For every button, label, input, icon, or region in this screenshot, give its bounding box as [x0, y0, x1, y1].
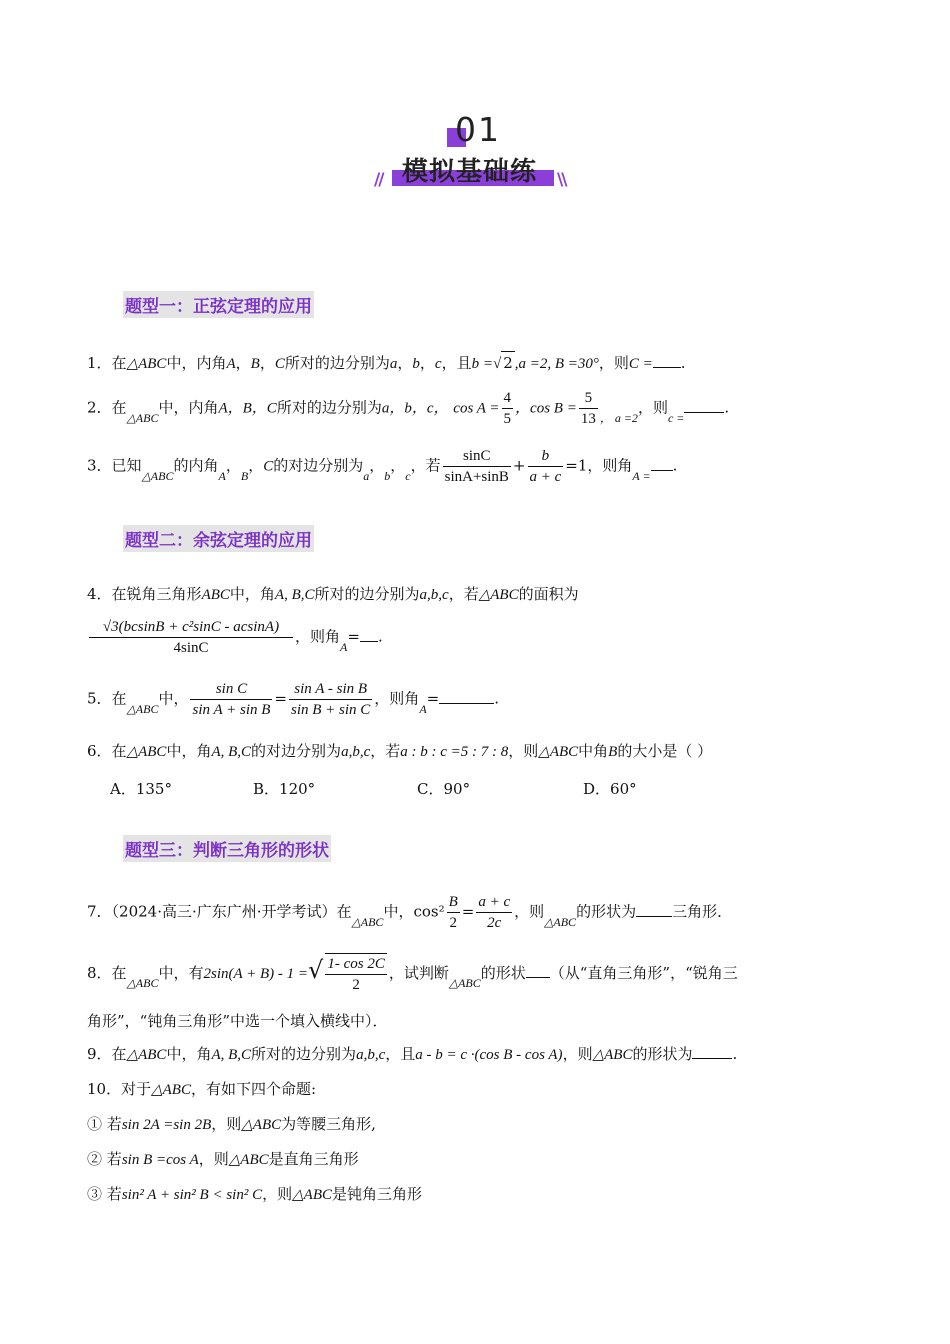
question-7: 7．（2024·高三·广东广州·开学考试）在$_{\triangle ABC}$中，cos² $\frac{B}{2}$ = $\frac{a + c}{2c}$ ，则$_{\triangle ABC}$的形状为 三角形． — [87, 894, 733, 931]
answer-blank-2[interactable] — [684, 398, 724, 413]
proposition-1: ① 若sin 2A =sin 2B，则△ABC为等腰三角形, — [87, 1115, 376, 1133]
question-3: 3．已知$_{\triangle ABC}$的内角$_A$，$_B$，C的对边分别为$_a$，$_b$，$_c$，若 $\frac{\sin C}{\sin A+\sin B}$ + $\frac{b}{a + c}$ =1，则角$_{A =}$. — [87, 448, 678, 485]
answer-blank-3[interactable] — [651, 456, 673, 471]
option-c[interactable]: C．90° — [417, 780, 471, 798]
section-header-3: 题型三：判断三角形的形状 — [123, 835, 331, 862]
page-title: 模拟基础练 — [402, 157, 538, 187]
answer-blank-7[interactable] — [636, 902, 672, 917]
option-d[interactable]: D．60° — [583, 780, 637, 798]
answer-blank-4[interactable] — [360, 627, 378, 642]
question-5: 5．在$_{\triangle ABC}$中， $\frac{\text{sin C}}{\text{sin A + sin B}}$ = $\frac{\text{sin A - sin B}}{\text{sin B + sin C}}$ ，则角$_A$= . — [87, 681, 500, 718]
question-6: 6．在△ABC中，角A, B,C的对边分别为a,b,c，若a : b : c =5 : 7 : 8，则△ABC中角B的大小是（ ） — [87, 742, 713, 760]
option-b[interactable]: B．120° — [253, 780, 316, 798]
question-8-line2: 角形”，“钝角三角形”中选一个填入横线中）． — [87, 1012, 388, 1030]
question-4: 4．在锐角三角形ABC中，角A, B,C所对的边分别为a,b,c，若△ABC的面积为 — [87, 585, 579, 603]
answer-blank-9[interactable] — [692, 1044, 732, 1059]
section-header-2: 题型二：余弦定理的应用 — [123, 525, 314, 552]
answer-blank-1[interactable] — [653, 353, 681, 368]
question-4-formula: $\frac{\text{√3(bcsinB + c²sinC - acsinA)}}{4\sin C}$ ，则角$_A$= . — [87, 617, 383, 658]
question-2: 2．在$_{\triangle ABC}$中，内角A，B，C所对的边分别为a，b，c， cos A = $\frac{4}{5}$ ，cos B = $\frac{5}{13}$ $_{, a =2}$，则$_{c =}$. — [87, 390, 730, 427]
answer-blank-5[interactable] — [439, 689, 494, 704]
proposition-2: ② 若sin B =cos A，则△ABC是直角三角形 — [87, 1150, 359, 1168]
question-10: 10．对于△ABC，有如下四个命题: — [87, 1080, 317, 1098]
section-number: 01 — [455, 110, 501, 149]
question-8: 8．在$_{\triangle ABC}$中，有2sin(A + B) - 1 =√ $\frac{1- \cos 2C}{2}$ ，试判断$_{\triangle ABC}$的形状 （从“直角三角形”，“锐角三 — [87, 953, 738, 995]
question-1: 1．在△ABC中，内角A，B，C所对的边分别为a，b，c，且b =√ 2 ,a =2, B =30°，则C = . — [87, 351, 686, 375]
section-header-1: 题型一：正弦定理的应用 — [123, 291, 314, 318]
left-decoration: // — [374, 170, 383, 190]
proposition-3: ③ 若sin² A + sin² B < sin² C，则△ABC是钝角三角形 — [87, 1185, 423, 1203]
option-a[interactable]: A．135° — [110, 780, 172, 798]
right-decoration: \\ — [557, 170, 566, 190]
question-9: 9．在△ABC中，角A, B,C所对的边分别为a,b,c，且a - b = c ·(cos B - cos A)，则△ABC的形状为 . — [87, 1045, 738, 1063]
answer-blank-8[interactable] — [526, 963, 550, 978]
